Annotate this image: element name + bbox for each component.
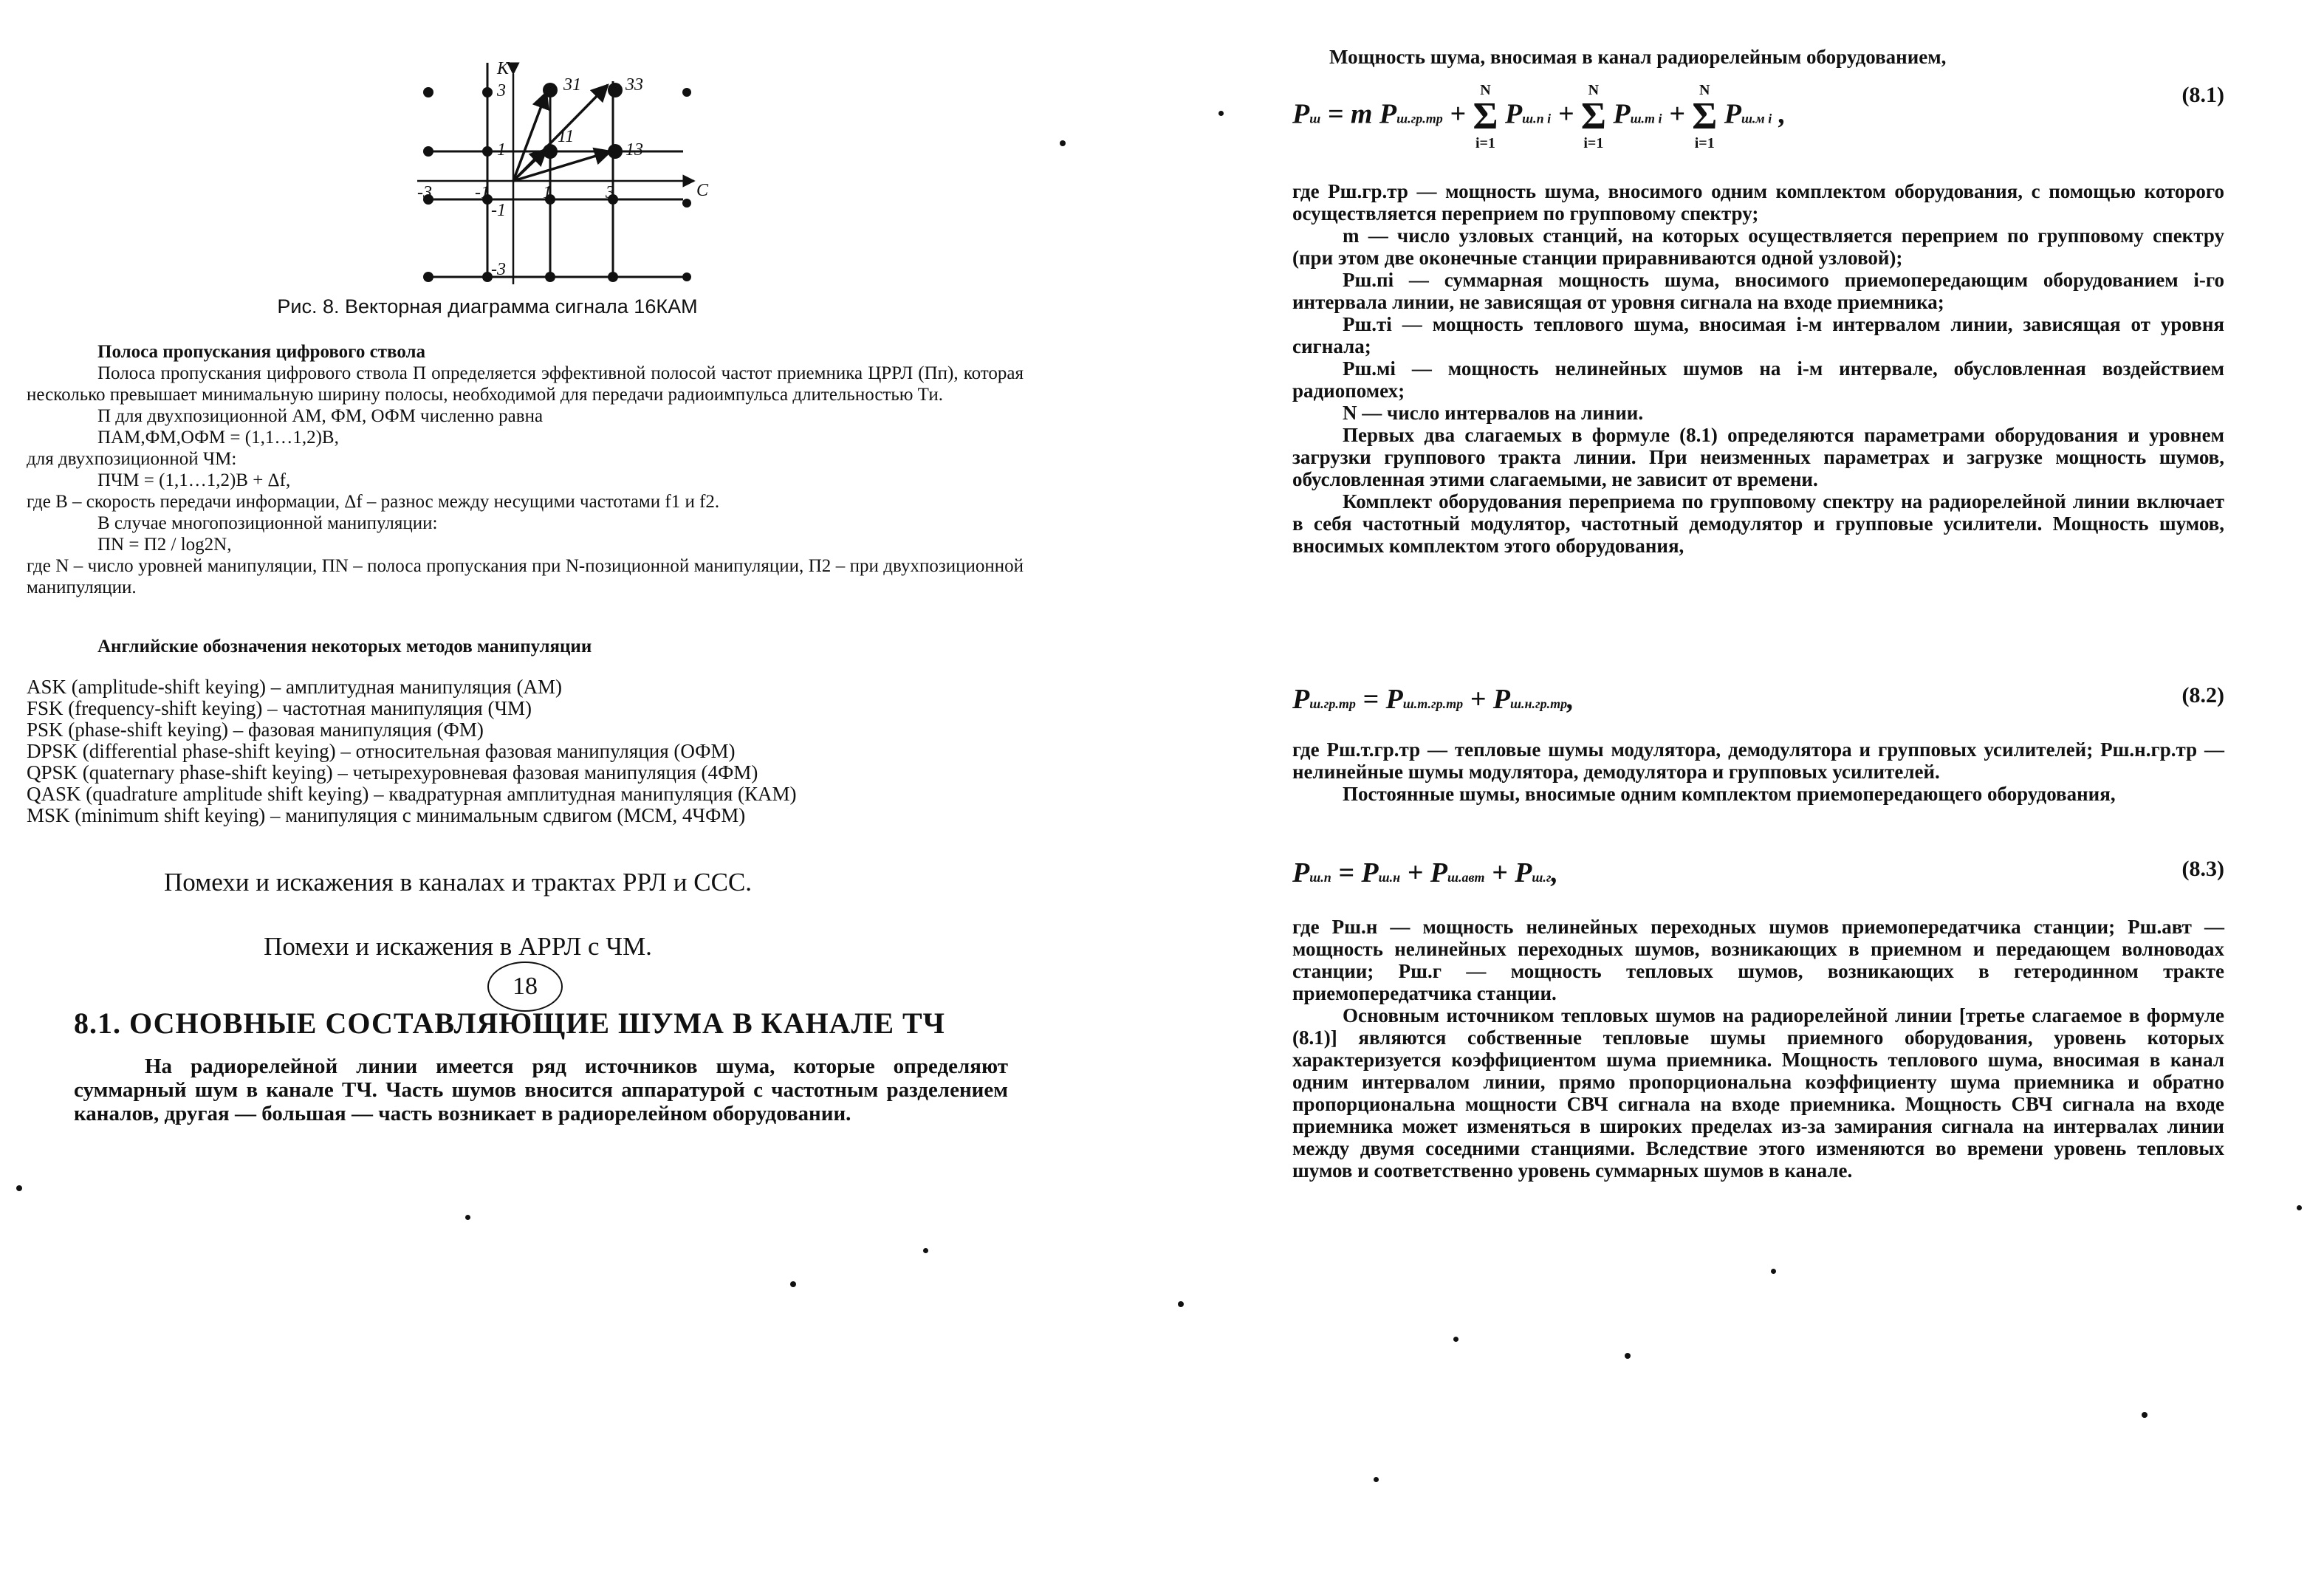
band-section (27, 341, 1024, 598)
chapter-intro-paragraph: На радиорелейной линии имеется ряд источников шума, которые определяют суммарный шум в канале ТЧ. Часть шумов вносится аппаратурой с частотным разделением каналов, другая — большая — часть возникает в радиорелейном оборудовании. (74, 1055, 1008, 1125)
formula-8-1-number: (8.1) (2181, 83, 2224, 107)
axis-c-label: C (696, 181, 709, 200)
abbr-item: DPSK (differential phase-shift keying) – относительная фазовая манипуляция (ОФМ) (27, 740, 736, 762)
scan-speck (1771, 1269, 1776, 1274)
band-equation-multi: ПN = П2 / log2N, (97, 535, 232, 555)
tick-y-3: 3 (497, 81, 506, 100)
abbr-item: QPSK (quaternary phase-shift keying) – четырехуровневая фазовая манипуляция (4ФМ) (27, 761, 758, 784)
scan-speck (465, 1215, 470, 1220)
chapter-heading: 8.1. ОСНОВНЫЕ СОСТАВЛЯЮЩИЕ ШУМА В КАНАЛЕ ТЧ (74, 1007, 946, 1040)
formula-8-2-description (1292, 738, 2224, 805)
abbr-item: FSK (frequency-shift keying) – частотная манипуляция (ЧМ) (27, 697, 532, 719)
desc-paragraph-equipment: Комплект оборудования переприема по групповому спектру на радиорелейной линии включает в себя частотный модулятор, частотный демодулятор и групповые усилители. Мощность шумов, вносимых комплектом этого оборудования, (1292, 490, 2224, 557)
desc3-thermal-noise: Основным источником тепловых шумов на радиорелейной линии [третье слагаемое в формуле (8.1)] являются собственные тепловые шумы приемного оборудования, уровень которых характеризуется коэффициентом шума приемника. Мощность теплового шума, вносимая в канал одним интервалом линии, прямо пропорциональна коэффициенту шума приемника и обратно пропорциональна мощности СВЧ сигнала на входе приемника. Мощность СВЧ сигнала на входе приемника может изменяться в широких пределах из-за замирания сигнала на интервалах линии между двумя соседними станциями. Вследствие этого изменяются во времени уровень тепловых шумов и соответственно уровень суммарных шумов в канале. (1292, 1004, 2224, 1182)
formula-8-2-number: (8.2) (2181, 683, 2224, 707)
tick-x-1: 1 (543, 183, 552, 202)
scan-speck (1060, 140, 1066, 146)
constellation-points (423, 83, 691, 282)
band-line-fm: для двухпозиционной ЧМ: (27, 449, 237, 469)
abbr-item: QASK (quadrature amplitude shift keying) – квадратурная амплитудная манипуляция (КАМ) (27, 783, 797, 805)
formula-8-1: Pш = m Pш.гр.тр + N Σ i=1 Pш.п i + N Σ i=1 Pш.т i + N Σ i=1 Pш.м i , (8.1) (1292, 82, 2224, 151)
page-number: 18 (487, 962, 563, 1012)
scan-speck (16, 1185, 22, 1191)
abbr-item: PSK (phase-shift keying) – фазовая манипуляция (ФМ) (27, 719, 484, 741)
scan-speck (1178, 1301, 1184, 1307)
point-label-13: 13 (625, 140, 643, 160)
scan-speck (1625, 1353, 1631, 1359)
point-label-11: 11 (558, 127, 575, 146)
desc-term-m: m — число узловых станций, на которых осуществляется переприем по групповому спектру (при этом две оконечные станции приравниваются одной узловой); (1292, 224, 2224, 269)
formula-8-3: Pш.п = Pш.н + Pш.авт + Pш.г, (8.3) (1292, 857, 2224, 888)
abbreviation-list (27, 676, 987, 826)
scan-speck (790, 1281, 796, 1287)
abbr-item: ASK (amplitude-shift keying) – амплитудная манипуляция (АМ) (27, 676, 562, 698)
tick-x-m3: -3 (417, 183, 432, 202)
left-page (0, 0, 1108, 1587)
tick-x-m1: -1 (475, 183, 490, 202)
axis-k-label: K (497, 59, 510, 78)
tick-x-3: 3 (606, 183, 614, 202)
subsection-title: Помехи и искажения в АРРЛ с ЧМ. (264, 932, 652, 961)
vector-diagram-16kam (402, 52, 720, 288)
vector-31 (513, 92, 546, 181)
formula-8-2: Pш.гр.тр = Pш.т.гр.тр + Pш.н.гр.тр, (8.2) (1292, 683, 2224, 715)
desc-term-pi: Рш.пi — суммарная мощность шума, вносимого приемопередающим оборудованием i-го интервала линии, не зависящая от уровня сигнала на входе приемника; (1292, 269, 2224, 313)
section-title: Помехи и искажения в каналах и трактах РРЛ и ССС. (163, 868, 753, 897)
scan-speck (1218, 111, 1224, 116)
desc2-constant-noise: Постоянные шумы, вносимые одним комплектом приемопередающего оборудования, (1343, 783, 2116, 805)
band-equation-am: ПАМ,ФМ,ОФМ = (1,1…1,2)В, (97, 428, 339, 448)
band-equation-fm: ПЧМ = (1,1…1,2)В + Δf, (97, 470, 291, 490)
scan-speck (923, 1248, 928, 1253)
desc-paragraph-first-terms: Первых два слагаемых в формуле (8.1) определяются параметрами оборудования и уровнем загрузки группового тракта линии. При неизменных параметрах и загрузке мощность шумов, обусловленная этими слагаемыми, не зависит от времени. (1292, 424, 2224, 490)
formula-8-1-description (1292, 180, 2224, 557)
desc2-terms: где Рш.т.гр.тр — тепловые шумы модулятора, демодулятора и групповых усилителей; Рш.н.гр.тр — нелинейные шумы модулятора, демодулятора и групповых усилителей. (1292, 738, 2224, 783)
desc-term-ti: Рш.тi — мощность теплового шума, вносимая i-м интервалом линии, зависящая от уровня сигнала; (1292, 313, 2224, 357)
scan-speck (2297, 1205, 2302, 1210)
chapter-intro (74, 1055, 1008, 1125)
diagram-grid (428, 63, 683, 281)
abbr-item: MSK (minimum shift keying) – манипуляция с минимальным сдвигом (МСМ, 4ЧФМ) (27, 804, 746, 826)
formula-8-3-description (1292, 916, 2224, 1182)
band-line-n: где N – число уровней манипуляции, ПN – полоса пропускания при N-позиционной манипуляции, П2 – при двухпозиционной манипуляции. (27, 556, 1024, 597)
band-heading: Полоса пропускания цифрового ствола (97, 342, 426, 362)
band-paragraph: Полоса пропускания цифрового ствола П определяется эффективной полосой частот приемника ЦРРЛ (Пп), которая несколько превышает минимальную ширину полосы, необходимой для передачи радиоимпульса длительностью Ти. (27, 363, 1024, 405)
tick-y-m3: -3 (491, 260, 506, 279)
scan-speck (1453, 1337, 1459, 1342)
desc-term-grtr: где Рш.гр.тр — мощность шума, вносимого одним комплектом оборудования, с помощью которого осуществляется переприем по групповому спектру; (1292, 180, 2224, 224)
point-label-31: 31 (563, 75, 581, 95)
desc-term-mi: Рш.мi — мощность нелинейных шумов на i-м интервале, обусловленная воздействием радиопомех; (1292, 357, 2224, 402)
desc3-terms: где Рш.н — мощность нелинейных переходных шумов приемопередатчика станции; Рш.авт — мощность нелинейных переходных шумов, возникающих в приемном и передающем волноводах станции; Рш.г — мощность тепловых шумов, возникающих в гетеродинном тракте приемопередатчика станции. (1292, 916, 2224, 1004)
figure-caption: Рис. 8. Векторная диаграмма сигнала 16КАМ (277, 295, 698, 318)
english-abbr-heading: Английские обозначения некоторых методов манипуляции (97, 637, 592, 657)
formula-8-3-number: (8.3) (2181, 857, 2224, 881)
point-label-33: 33 (625, 75, 643, 95)
band-line-vars: где В – скорость передачи информации, Δf – разнос между несущими частотами f1 и f2. (27, 492, 720, 512)
tick-y-1: 1 (497, 140, 506, 160)
band-line-multi: В случае многопозиционной манипуляции: (97, 513, 438, 533)
band-line-am: П для двухпозиционной АМ, ФМ, ОФМ численно равна (97, 406, 544, 426)
right-page (1255, 0, 2324, 1587)
scan-speck (1374, 1477, 1379, 1482)
scan-speck (2142, 1412, 2148, 1418)
desc-term-n: N — число интервалов на линии. (1343, 402, 1644, 424)
noise-intro: Мощность шума, вносимая в канал радиорелейным оборудованием, (1329, 46, 1947, 68)
tick-y-m1: -1 (491, 201, 506, 220)
